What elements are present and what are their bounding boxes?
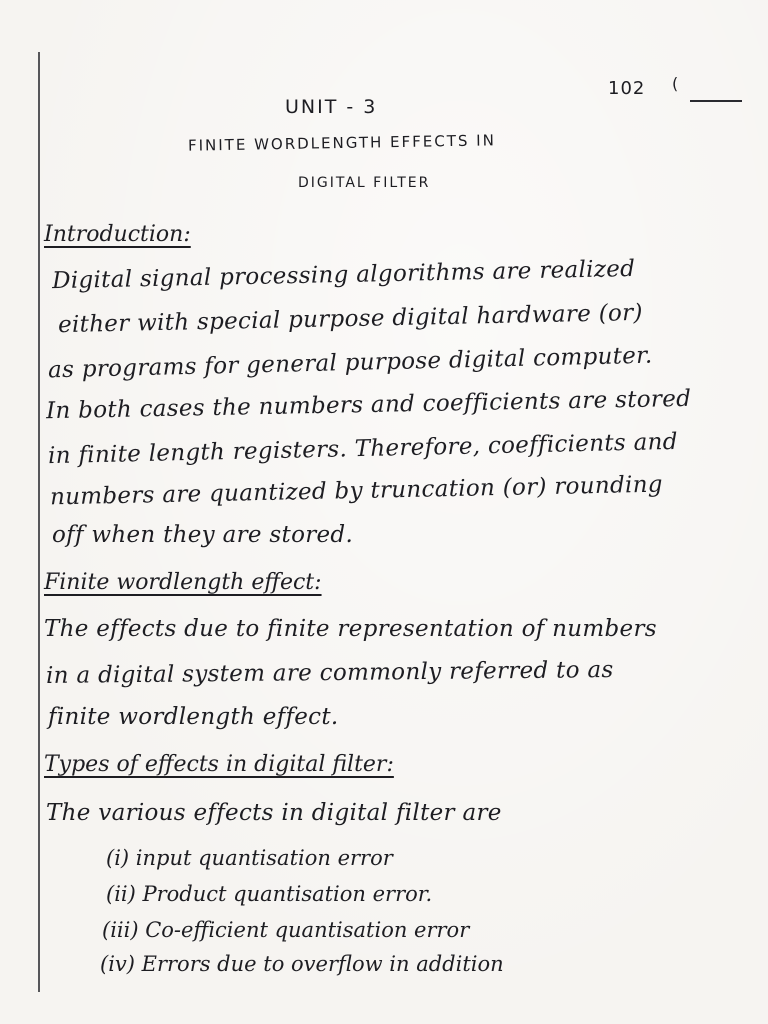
margin-line xyxy=(38,52,40,992)
introduction-heading: Introduction: xyxy=(44,222,191,247)
page-number: 102 xyxy=(608,78,646,99)
unit-title: UNIT - 3 xyxy=(285,96,378,118)
introduction-line: off when they are stored. xyxy=(52,522,354,548)
types-intro: The various effects in digital filter are xyxy=(46,800,502,826)
finite-wordlength-line: finite wordlength effect. xyxy=(48,704,339,730)
finite-wordlength-line: in a digital system are commonly referred to as xyxy=(45,657,614,689)
introduction-line: In both cases the numbers and coefficients are stored xyxy=(45,385,692,425)
corner-dash xyxy=(690,100,742,102)
introduction-line: either with special purpose digital hardware (or) xyxy=(57,299,643,339)
introduction-line: as programs for general purpose digital computer. xyxy=(47,342,653,384)
finite-wordlength-heading: Finite wordlength effect: xyxy=(44,570,322,595)
finite-wordlength-line: The effects due to finite representation of numbers xyxy=(44,616,657,642)
types-list-item: (iv) Errors due to overflow in addition xyxy=(100,952,504,976)
introduction-line: numbers are quantized by truncation (or) rounding xyxy=(49,471,664,511)
corner-mark: ( xyxy=(672,74,679,93)
introduction-line: Digital signal processing algorithms are realized xyxy=(51,255,636,295)
introduction-line: in finite length registers. Therefore, coefficients and xyxy=(47,428,678,470)
types-list-item: (ii) Product quantisation error. xyxy=(106,882,433,906)
types-list-item: (i) input quantisation error xyxy=(106,846,393,870)
types-heading: Types of effects in digital filter: xyxy=(44,752,394,777)
types-list-item: (iii) Co-efficient quantisation error xyxy=(102,918,470,942)
chapter-title-line-1: FINITE WORDLENGTH EFFECTS IN xyxy=(187,131,496,155)
chapter-title-line-2: DIGITAL FILTER xyxy=(298,175,431,191)
